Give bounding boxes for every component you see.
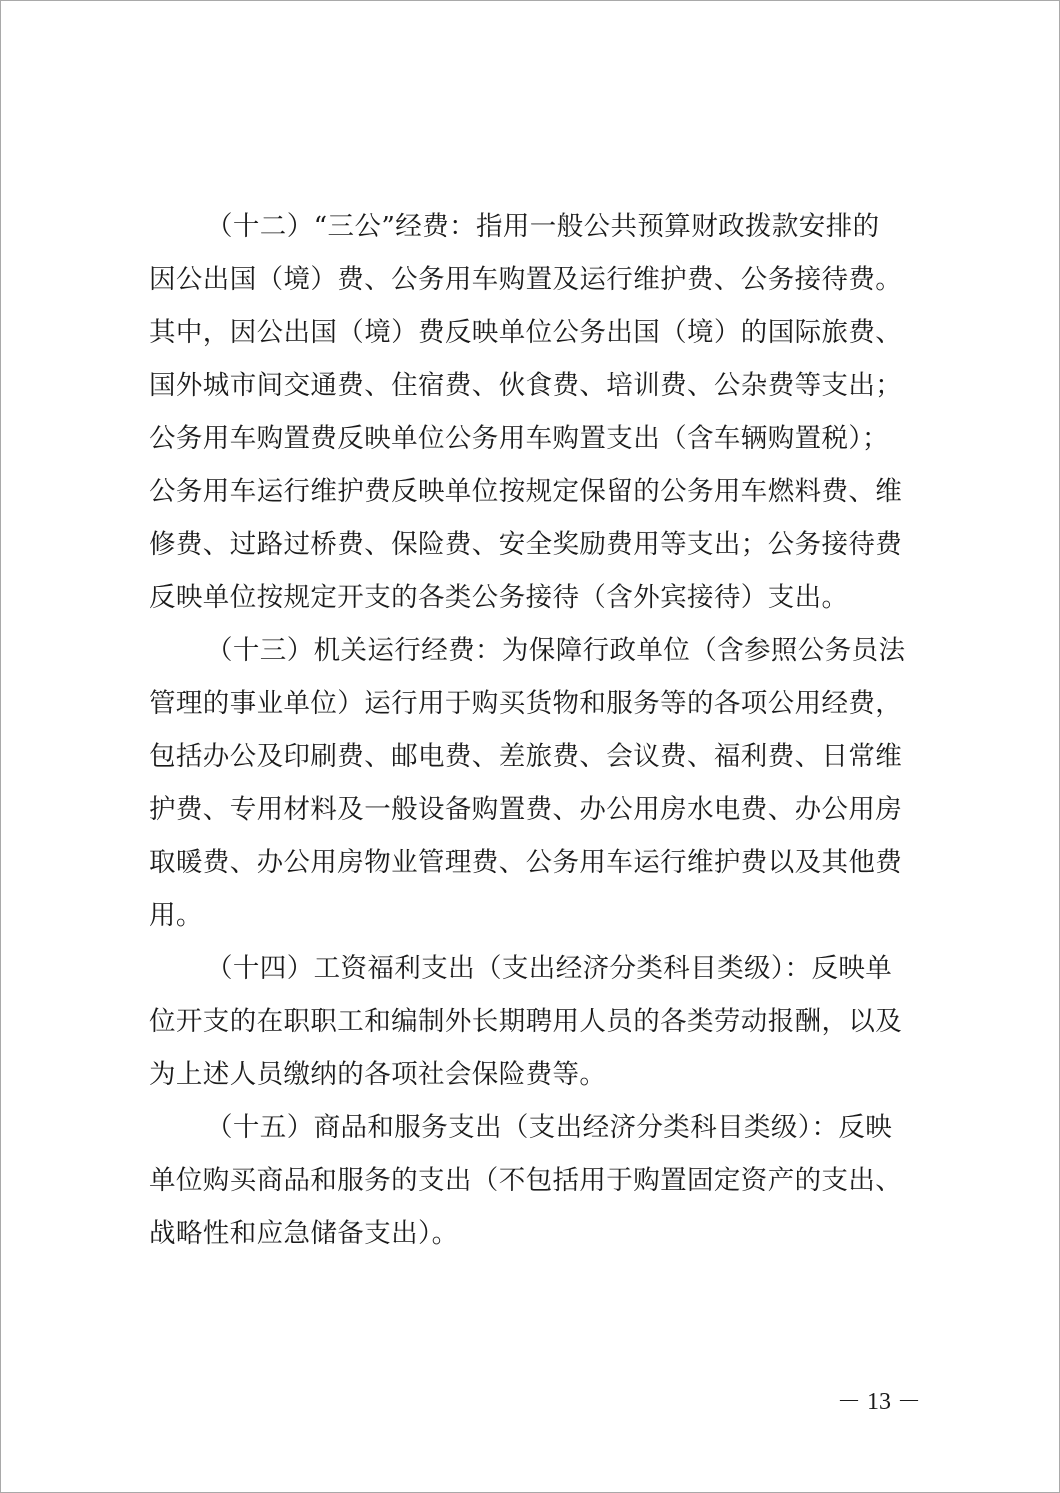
text-line: 因公出国（境）费、公务用车购置及运行维护费、公务接待费。 [149, 264, 903, 295]
text-line: 国外城市间交通费、住宿费、伙食费、培训费、公杂费等支出； [149, 370, 903, 401]
text-line: 反映单位按规定开支的各类公务接待（含外宾接待）支出。 [149, 582, 849, 613]
text-line: 公务用车运行维护费反映单位按规定保留的公务用车燃料费、维 [149, 476, 903, 507]
text-line: 用。 [149, 900, 203, 931]
text-line: （十三）机关运行经费：为保障行政单位（含参照公务员法 [206, 635, 906, 666]
text-line: 公务用车购置费反映单位公务用车购置支出（含车辆购置税）； [149, 423, 889, 454]
paragraph-15 [149, 1101, 929, 1260]
paragraph-13 [149, 624, 929, 942]
text-line: 位开支的在职职工和编制外长期聘用人员的各类劳动报酬，以及 [149, 1006, 903, 1037]
text-line: 其中，因公出国（境）费反映单位公务出国（境）的国际旅费、 [149, 317, 903, 348]
text-line: 单位购买商品和服务的支出（不包括用于购置固定资产的支出、 [149, 1165, 903, 1196]
text-line: 为上述人员缴纳的各项社会保险费等。 [149, 1059, 607, 1090]
text-line: 包括办公及印刷费、邮电费、差旅费、会议费、福利费、日常维 [149, 741, 903, 772]
text-line: （十二）“三公”经费：指用一般公共预算财政拨款安排的 [206, 211, 880, 242]
text-line: 战略性和应急储备支出）。 [149, 1218, 459, 1249]
text-line: （十四）工资福利支出（支出经济分类科目类级）：反映单 [206, 953, 893, 984]
paragraph-12 [149, 200, 929, 624]
text-line: 修费、过路过桥费、保险费、安全奖励费用等支出；公务接待费 [149, 529, 903, 560]
page-number: － 13 － [837, 1389, 921, 1415]
body-text [149, 200, 929, 1260]
text-line: 取暖费、办公用房物业管理费、公务用车运行维护费以及其他费 [149, 847, 903, 878]
paragraph-14 [149, 942, 929, 1101]
text-line: 管理的事业单位）运行用于购买货物和服务等的各项公用经费， [149, 688, 903, 719]
text-line: 护费、专用材料及一般设备购置费、办公用房水电费、办公用房 [149, 794, 903, 825]
text-line: （十五）商品和服务支出（支出经济分类科目类级）：反映 [206, 1112, 893, 1143]
